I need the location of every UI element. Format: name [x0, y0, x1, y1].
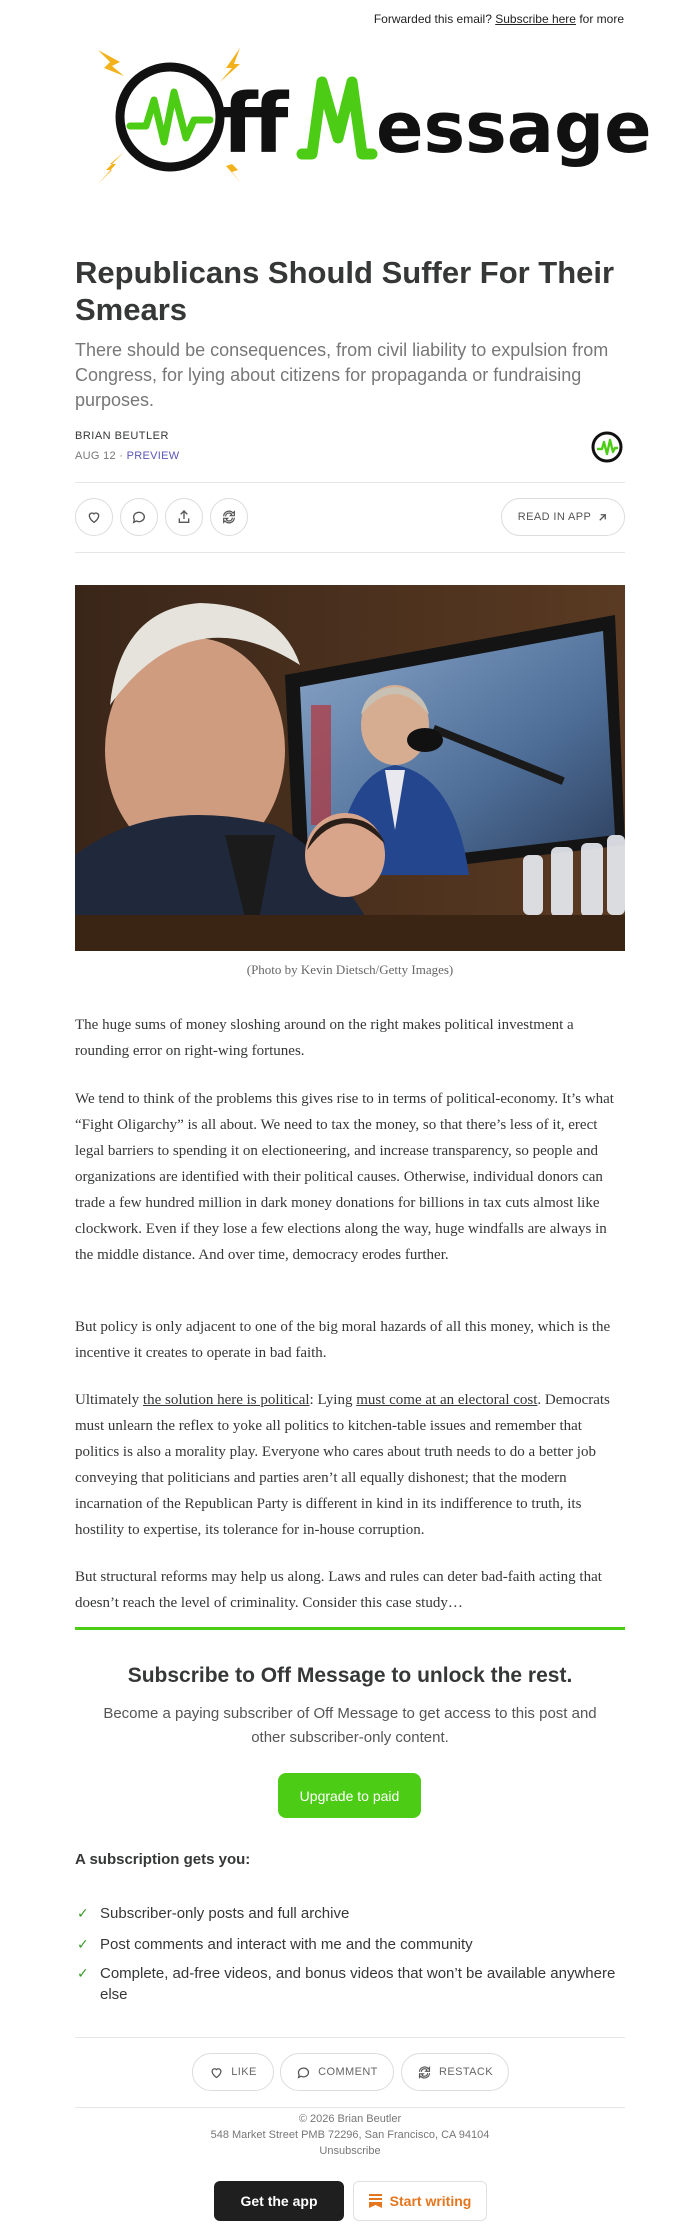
footer-copyright: © 2026 Brian Beutler [298, 2113, 402, 2125]
heart-icon [86, 509, 102, 525]
off-message-logo[interactable] [90, 42, 652, 192]
access-badge: PREVIEW [126, 450, 180, 462]
upgrade-to-paid-button[interactable]: Upgrade to paid [278, 1773, 421, 1818]
like-label: LIKE [231, 2066, 257, 2078]
get-the-app-button[interactable]: Get the app [214, 2181, 344, 2221]
meta-separator: · [115, 450, 127, 462]
p4-part-b: : Lying [309, 1392, 357, 1408]
restack-button[interactable] [210, 498, 248, 536]
benefit-item [75, 1963, 625, 2005]
share-icon [176, 509, 192, 525]
post-title[interactable]: Republicans Should Suffer For Their Smears [75, 255, 615, 327]
comment-label: COMMENT [318, 2066, 378, 2078]
subscription-benefits-title: A subscription gets you: [75, 1851, 251, 1868]
post-subtitle: There should be consequences, from civil liability to expulsion from Congress, for lying about citizens for propaganda or fundraising purposes. [75, 340, 609, 410]
body-paragraph-2: We tend to think of the problems this gives rise to in terms of political-economy. It’s what “Fight Oligarchy” is all about. We need to tax the money, so that there’s less of it, erect legal barriers to spending it on electioneering, and increase transparency, so people and organizations are identified with their political causes. Otherwise, individual donors can trade a few hundred million in dark money donations for billions in tax cuts almost like clockwork. Even if they lose a few elections along the way, huge windfalls are always in the middle distance. And over time, democracy erodes further. [75, 1091, 614, 1263]
body-paragraph-5: But structural reforms may help us along. Laws and rules can deter bad-faith acting that doesn’t reach the level of criminality. Consider this case study… [75, 1569, 602, 1611]
divider-footer-top [75, 2037, 625, 2038]
paywall-divider [75, 1627, 625, 1630]
comment-button[interactable] [120, 498, 158, 536]
body-paragraph-3: But policy is only adjacent to one of the big moral hazards of all this money, which is the incentive it creates to operate in bad faith. [75, 1319, 611, 1361]
benefit-label: Post comments and interact with me and the community [100, 1936, 473, 1953]
paywall-title: Subscribe to Off Message to unlock the rest. [127, 1664, 573, 1687]
restack-icon [221, 509, 237, 525]
forward-notice [374, 12, 624, 26]
comment-icon [131, 509, 147, 525]
benefit-item [75, 1934, 625, 1955]
check-icon: ✓ [77, 1965, 89, 1981]
footer-comment-button[interactable] [280, 2053, 394, 2091]
read-in-app-button[interactable] [501, 498, 625, 536]
heart-icon [209, 2065, 224, 2080]
p4-part-c: . Democrats must unlearn the reflex to yoke all politics to kitchen-table issues and remember that politics is also a morality play. Everyone who cares about truth needs to do a better job conveying that politicians and parties aren’t all equally dishonest; that the modern incarnation of the Republican Party is different in kind in its indifference to truth, its hostility to expertise, its tolerance for in-house corruption. [75, 1392, 610, 1538]
author-name[interactable]: BRIAN BEUTLER [75, 430, 169, 442]
logo-text-essage: essage [376, 87, 652, 169]
footer-restack-button[interactable] [401, 2053, 509, 2091]
benefit-label: Subscriber-only posts and full archive [100, 1905, 350, 1922]
check-icon: ✓ [77, 1936, 89, 1952]
post-date: AUG 12 [75, 450, 116, 462]
post-meta [75, 450, 625, 462]
bookmark-icon [369, 2194, 382, 2208]
body-paragraph-4 [75, 1387, 625, 1543]
solution-political-link[interactable]: the solution here is political [142, 1392, 310, 1408]
forward-prefix: Forwarded this email? [373, 12, 492, 26]
hero-photo[interactable] [75, 585, 625, 951]
read-in-app-label: READ IN APP [517, 511, 592, 523]
body-paragraph-1: The huge sums of money sloshing around on the right makes political investment a rounding error on right-wing fortunes. [75, 1017, 574, 1059]
comment-icon [296, 2065, 311, 2080]
paywall-subtitle: Become a paying subscriber of Off Message to get access to this post and other subscriber-only content. [103, 1705, 597, 1746]
unsubscribe-link[interactable]: Unsubscribe [319, 2145, 381, 2157]
start-writing-label: Start writing [389, 2193, 472, 2209]
divider-actions [75, 552, 625, 553]
footer-address: 548 Market Street PMB 72296, San Francisco, CA 94104 [210, 2129, 490, 2141]
p4-part-a: Ultimately [75, 1392, 143, 1408]
divider-footer-bottom [75, 2107, 625, 2108]
author-avatar[interactable] [590, 430, 624, 464]
electoral-cost-link[interactable]: must come at an electoral cost [356, 1392, 538, 1408]
forward-suffix: for more [579, 12, 624, 26]
start-writing-button[interactable] [353, 2181, 487, 2221]
subscribe-link[interactable]: Subscribe here [495, 12, 576, 26]
divider-top [75, 482, 625, 483]
restack-icon [417, 2065, 432, 2080]
photo-caption: (Photo by Kevin Dietsch/Getty Images) [246, 962, 454, 977]
like-button[interactable] [75, 498, 113, 536]
share-button[interactable] [165, 498, 203, 536]
restack-label: RESTACK [439, 2066, 493, 2078]
logo-text-ff: ff [222, 77, 289, 172]
check-icon: ✓ [77, 1905, 89, 1921]
arrow-up-right-icon [597, 512, 608, 523]
benefit-item [75, 1903, 625, 1924]
footer-like-button[interactable] [192, 2053, 274, 2091]
benefit-label: Complete, ad-free videos, and bonus videos that won’t be available anywhere else [100, 1965, 616, 2003]
